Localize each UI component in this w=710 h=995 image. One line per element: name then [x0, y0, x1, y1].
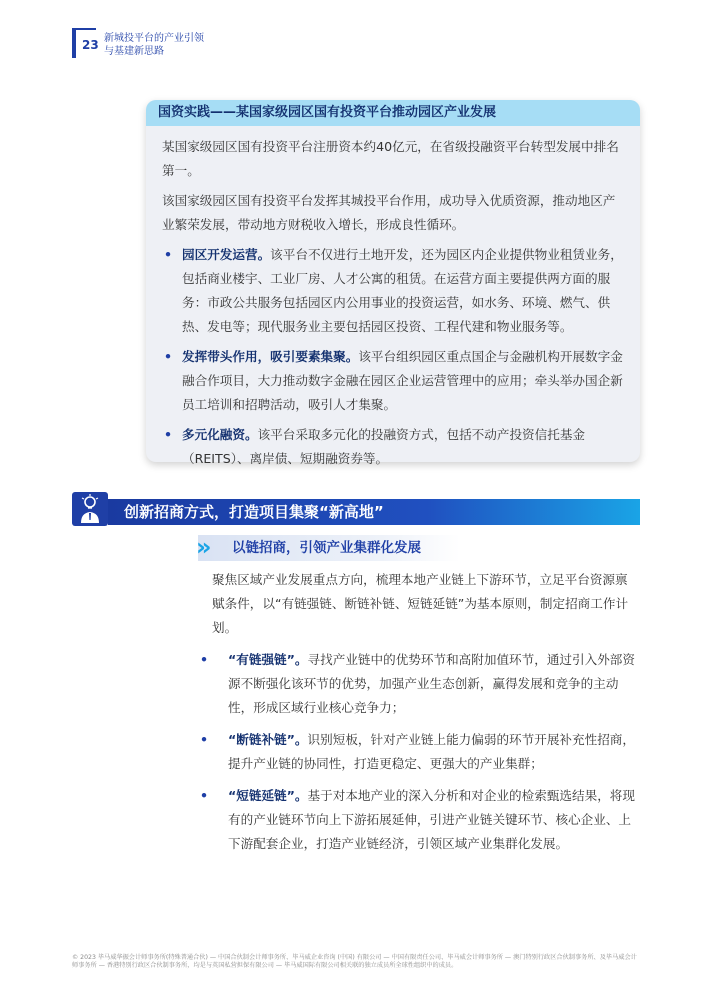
- case-bullet-bold: 发挥带头作用，吸引要素集聚。: [182, 349, 359, 364]
- bullet-dot-icon: •: [164, 349, 173, 364]
- case-study-title: 国资实践——某国家级园区国有投资平台推动园区产业发展: [146, 100, 640, 126]
- bullet-dot-icon: •: [164, 427, 173, 442]
- copyright-footer: © 2023 毕马威华振会计师事务所(特殊普通合伙) — 中国合伙制会计师事务所、毕马威企业咨询 (中国) 有限公司 — 中国有限责任公司、毕马威会计师事务所 — 澳门特别行政区合伙制事务所、及毕马威会计师事务所 — 香港特别行政区合伙制事务所，均是与英国私营担保有限公司 — 毕马威国际有限公司相关联的独立成员所全球性组织中的成员。: [72, 954, 637, 969]
- double-chevron-icon: »: [196, 533, 212, 561]
- case-bullet-list: [162, 243, 624, 471]
- case-bullet-text: 该平台采取多元化的投融资方式，包括不动产投资信托基金（REITS）、离岸债、短期融资券等。: [182, 427, 585, 466]
- running-title-line1: 新城投平台的产业引领: [104, 33, 204, 44]
- running-title-line2: 与基建新思路: [104, 46, 164, 57]
- case-paragraph: 该国家级园区国有投资平台发挥其城投平台作用，成功导入优质资源，推动地区产业繁荣发展，带动地方财税收入增长，形成良性循环。: [162, 193, 616, 232]
- bullet-dot-icon: •: [200, 788, 209, 803]
- lightbulb-person-icon: [72, 492, 108, 526]
- running-title: [104, 32, 204, 58]
- case-bullet-item: [162, 345, 624, 417]
- page-number: 23: [82, 38, 99, 52]
- case-bullet-bold: 多元化融资。: [182, 427, 258, 442]
- case-bullet-item: [162, 243, 624, 339]
- body-bullet-item: [198, 728, 640, 776]
- case-study-box: [146, 100, 640, 466]
- body-bullet-item: [198, 784, 640, 856]
- case-bullet-item: [162, 423, 624, 471]
- body-bullet-item: [198, 648, 640, 720]
- case-study-body: [146, 126, 640, 471]
- body-bullet-bold: “有链强链”。: [228, 652, 308, 667]
- body-bullet-bold: “短链延链”。: [228, 788, 308, 803]
- case-bullet-text: 该平台组织园区重点国企与金融机构开展数字金融合作项目，大力推动数字金融在园区企业运营管理中的应用；牵头举办国企新员工培训和招聘活动，吸引人才集聚。: [182, 349, 623, 412]
- section-title: 创新招商方式，打造项目集聚“新高地”: [124, 503, 384, 521]
- bullet-dot-icon: •: [200, 652, 209, 667]
- subsection-title: 以链招商，引领产业集群化发展: [232, 540, 421, 556]
- main-body: [200, 568, 640, 864]
- body-bullet-bold: “断链补链”。: [228, 732, 308, 747]
- body-bullet-text: 基于对本地产业的深入分析和对企业的检索甄选结果，将现有的产业链环节向上下游拓展延伸，引进产业链关键环节、核心企业、上下游配套企业，打造产业链经济，引领区域产业集群化发展。: [228, 788, 635, 851]
- case-bullet-bold: 园区开发运营。: [182, 247, 271, 262]
- body-bullet-list: [198, 648, 640, 856]
- case-bullet-text: 该平台不仅进行土地开发，还为园区内企业提供物业租赁业务，包括商业楼宇、工业厂房、人才公寓的租赁。在运营方面主要提供两方面的服务：市政公共服务包括园区内公用事业的投资运营，如水务、环境、燃气、供热、发电等；现代服务业主要包括园区投资、工程代建和物业服务等。: [182, 247, 623, 334]
- case-paragraph: 某国家级园区国有投资平台注册资本约40亿元，在省级投融资平台转型发展中排名第一。: [162, 139, 619, 178]
- body-bullet-text: 寻找产业链中的优势环节和高附加值环节，通过引入外部资源不断强化该环节的优势，加强产业生态创新，赢得发展和竞争的主动性，形成区域行业核心竞争力；: [228, 652, 635, 715]
- body-intro: 聚焦区域产业发展重点方向，梳理本地产业链上下游环节，立足平台资源禀赋条件，以“有链强链、断链补链、短链延链”为基本原则，制定招商工作计划。: [212, 572, 629, 635]
- bullet-dot-icon: •: [200, 732, 209, 747]
- body-bullet-text: 识别短板，针对产业链上能力偏弱的环节开展补充性招商，提升产业链的协同性，打造更稳定、更强大的产业集群；: [228, 732, 635, 771]
- bullet-dot-icon: •: [164, 247, 173, 262]
